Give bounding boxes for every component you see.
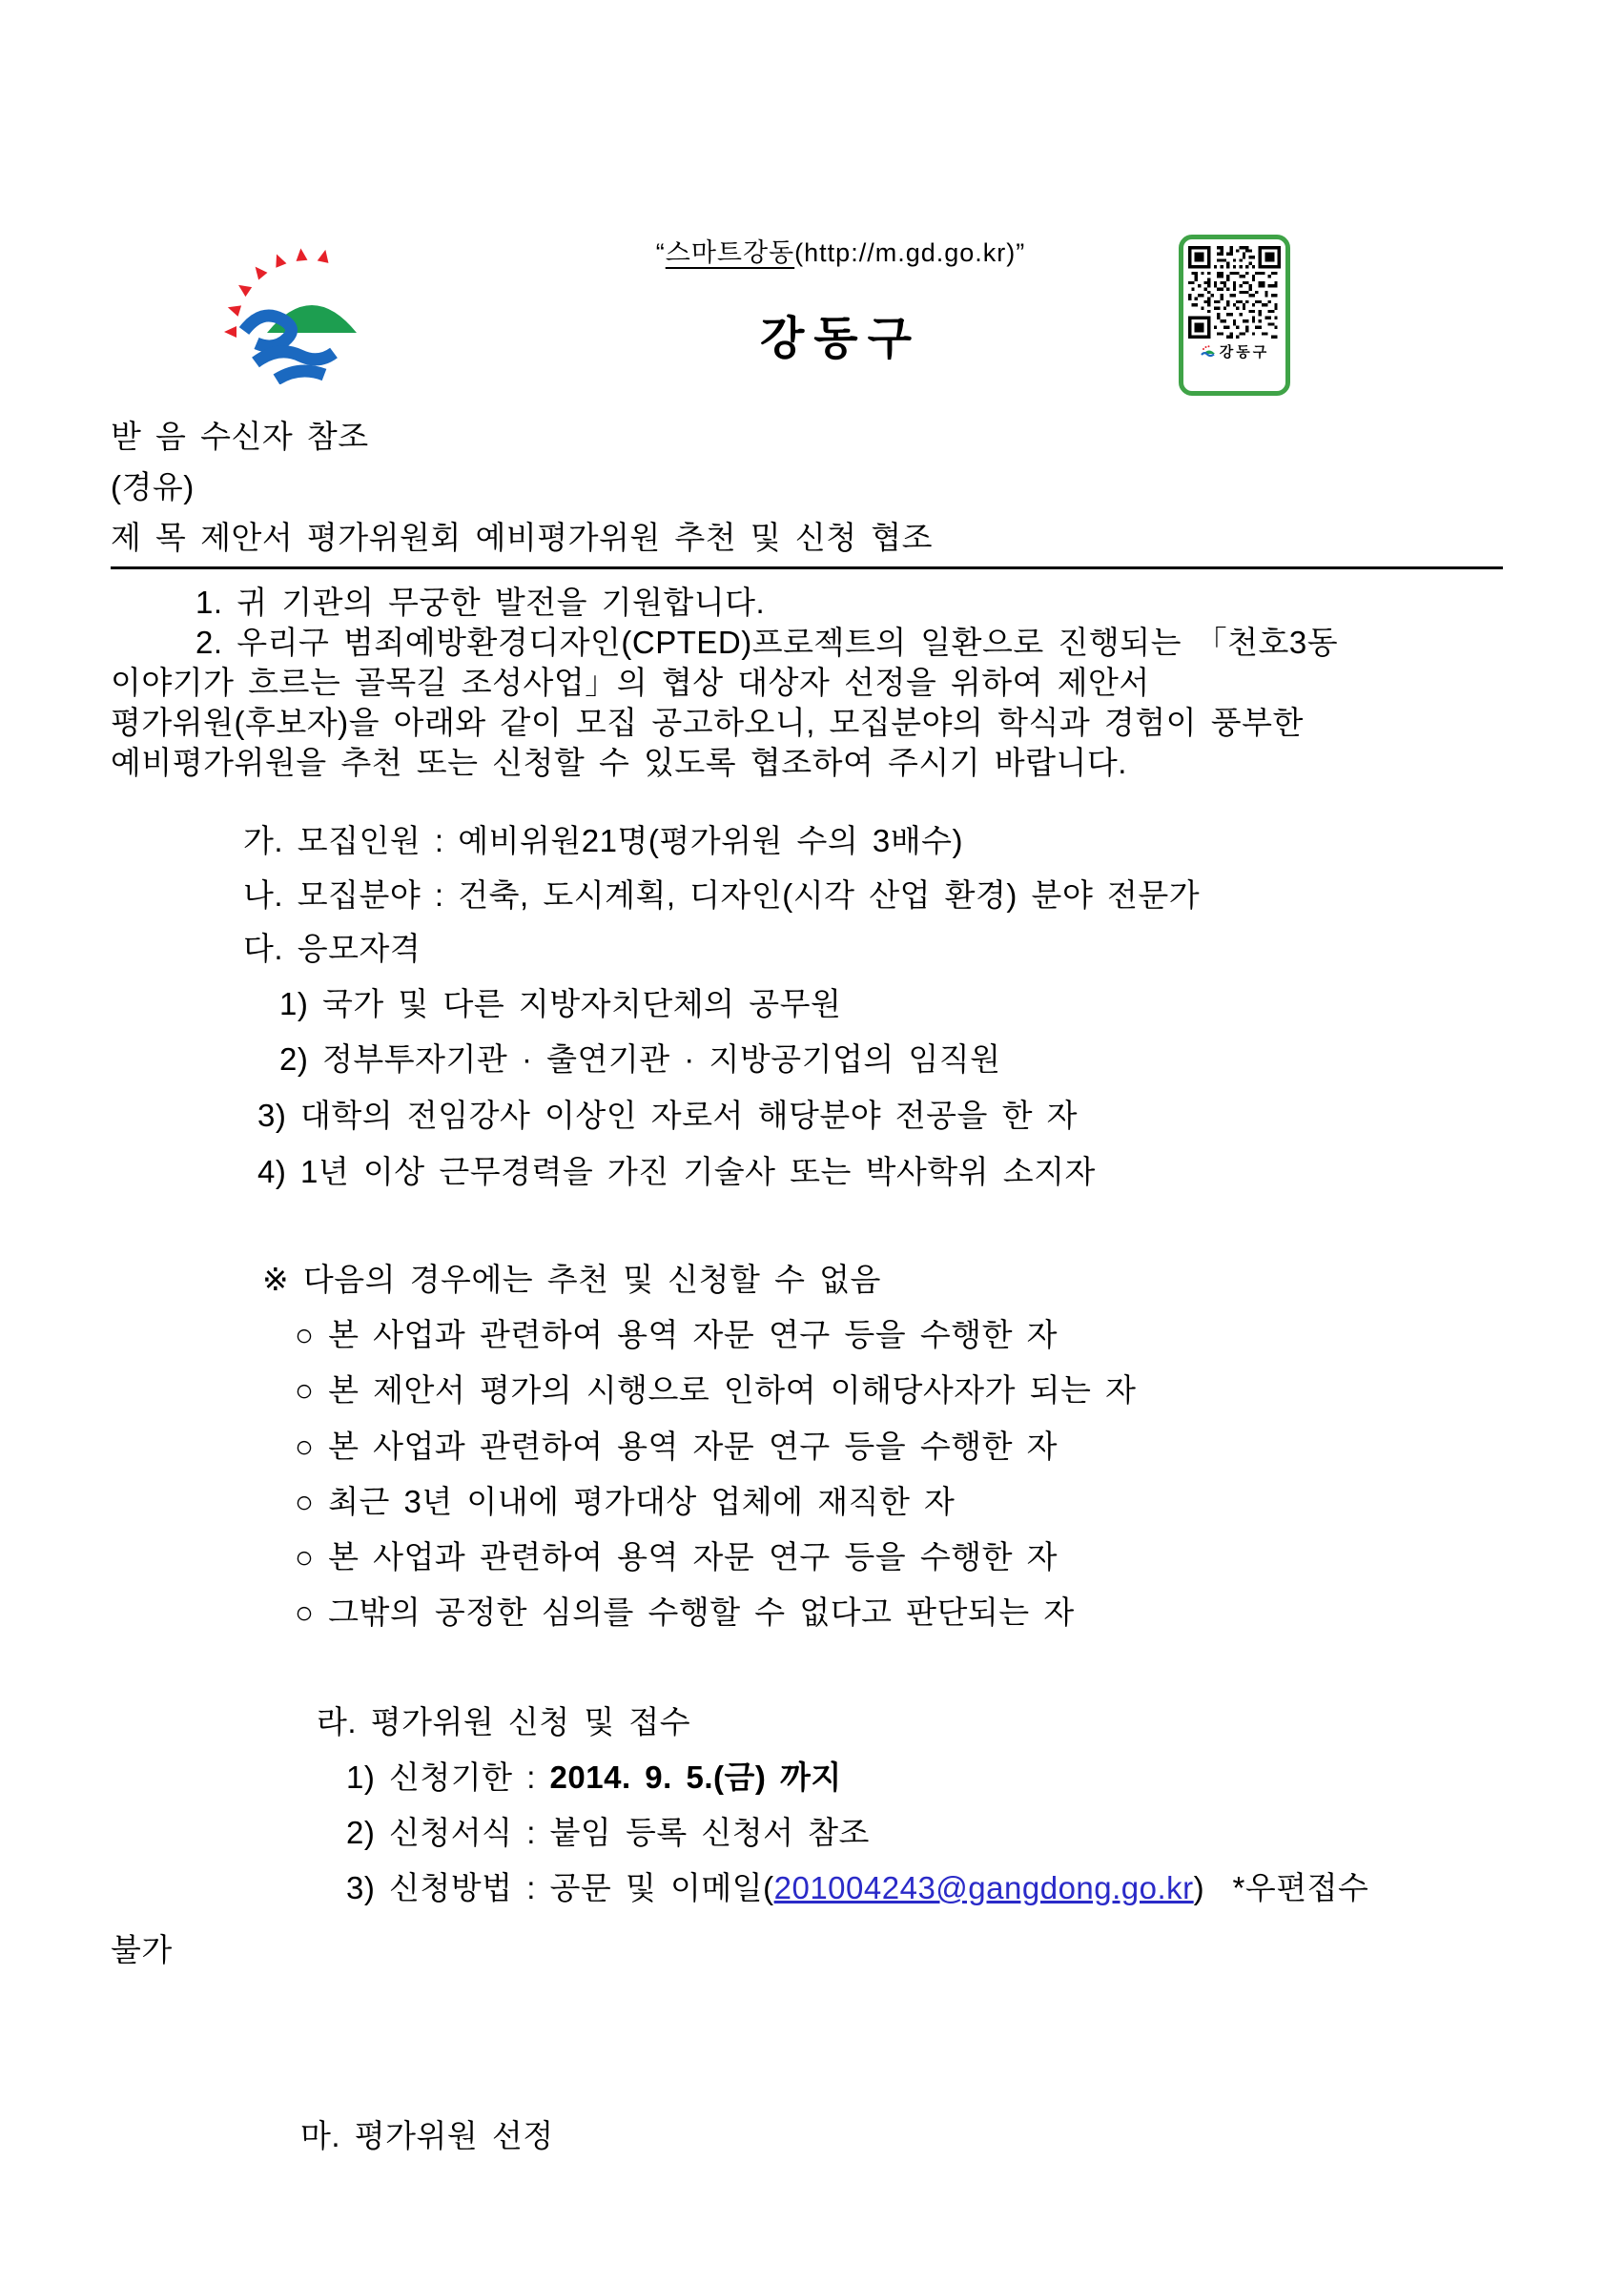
list-item-ra: 라. 평가위원 신청 및 접수 <box>317 1704 691 1739</box>
qr-caption-logo-icon <box>1200 344 1217 360</box>
note-item-2: ○ 본 제안서 평가의 시행으로 인하여 이해당사자가 되는 자 <box>295 1372 1137 1408</box>
qr-caption <box>1200 341 1269 361</box>
recipient-line: 받 음 수신자 참조 <box>111 419 369 454</box>
quote-close: ” <box>1016 238 1026 267</box>
note-item-4: ○ 최근 3년 이내에 평가대상 업체에 재직한 자 <box>295 1484 956 1519</box>
email-link[interactable]: 201004243@gangdong.go.kr <box>773 1870 1194 1905</box>
deadline-label: 1) 신청기한 : <box>346 1759 550 1795</box>
via-line: (경유) <box>111 469 195 504</box>
subject-divider <box>111 566 1503 569</box>
qr-code <box>1179 235 1290 396</box>
body-paragraph-2-line-1: 2. 우리구 범죄예방환경디자인(CPTED)프로젝트의 일환으로 진행되는 「천호3동 <box>195 625 1339 660</box>
quote-open: “ <box>655 238 666 267</box>
note-item-3: ○ 본 사업과 관련하여 용역 자문 연구 등을 수행한 자 <box>295 1429 1059 1464</box>
body-paragraph-2-line-2: 이야기가 흐르는 골목길 조성사업」의 협상 대상자 선정을 위하여 제안서 <box>111 665 1150 700</box>
da-sub-item-2: 2) 정부투자기관 · 출연기관 · 지방공기업의 임직원 <box>279 1041 1001 1077</box>
note-item-5: ○ 본 사업과 관련하여 용역 자문 연구 등을 수행한 자 <box>295 1539 1059 1574</box>
da-sub-item-4: 4) 1년 이상 근무경력을 가진 기술사 또는 박사학위 소지자 <box>257 1154 1096 1189</box>
org-name-title: 강동구 <box>759 314 922 364</box>
ra-sub-item-method <box>346 1869 1368 1907</box>
subject-line: 제 목 제안서 평가위원회 예비평가위원 추천 및 신청 협조 <box>111 520 934 555</box>
body-paragraph-1: 1. 귀 기관의 무궁한 발전을 기원합니다. <box>195 585 766 620</box>
header-slogan <box>0 232 1624 269</box>
ra-sub-item-form: 2) 신청서식 : 붙임 등록 신청서 참조 <box>346 1815 870 1850</box>
slogan-url: (http://m.gd.go.kr) <box>794 238 1017 267</box>
da-sub-item-3: 3) 대학의 전임강사 이상인 자로서 해당분야 전공을 한 자 <box>257 1098 1079 1133</box>
slogan-name: 스마트강동 <box>665 238 795 267</box>
method-prefix: 3) 신청방법 : 공문 및 이메일( <box>346 1870 774 1905</box>
qr-pattern-icon <box>1188 246 1281 339</box>
ra-sub-item-method-continuation: 불가 <box>111 1932 173 1967</box>
deadline-date: 2014. 9. 5.(금) 까지 <box>549 1759 842 1795</box>
qr-caption-text: 강동구 <box>1219 344 1270 360</box>
list-item-na: 나. 모집분야 : 건축, 도시계획, 디자인(시각 산업 환경) 분야 전문가 <box>243 877 1201 913</box>
list-item-ga: 가. 모집인원 : 예비위원21명(평가위원 수의 3배수) <box>243 823 964 858</box>
body-paragraph-2-line-4: 예비평가위원을 추천 또는 신청할 수 있도록 협조하여 주시기 바랍니다. <box>111 745 1127 780</box>
list-item-ma: 마. 평가위원 선정 <box>300 2118 554 2153</box>
note-item-1: ○ 본 사업과 관련하여 용역 자문 연구 등을 수행한 자 <box>295 1317 1059 1352</box>
ra-sub-item-deadline <box>346 1759 842 1797</box>
method-suffix: ) *우편접수 <box>1193 1870 1369 1905</box>
da-sub-item-1: 1) 국가 및 다른 지방자치단체의 공무원 <box>279 986 842 1021</box>
note-item-6: ○ 그밖의 공정한 심의를 수행할 수 없다고 판단되는 자 <box>295 1595 1075 1630</box>
note-header: ※ 다음의 경우에는 추천 및 신청할 수 없음 <box>262 1262 881 1297</box>
body-paragraph-2-line-3: 평가위원(후보자)을 아래와 같이 모집 공고하오니, 모집분야의 학식과 경험이 풍부한 <box>111 705 1304 740</box>
list-item-da: 다. 응모자격 <box>243 931 421 966</box>
